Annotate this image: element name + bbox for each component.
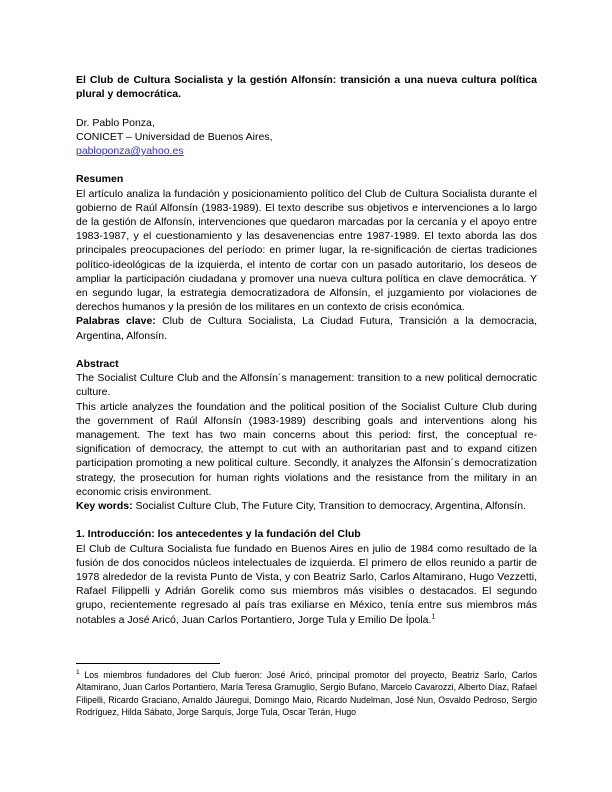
author-name: Dr. Pablo Ponza,: [76, 116, 155, 129]
section1-body-text: El Club de Cultura Socialista fue fundado en Buenos Aires en julio de 1984 como resultado de la fusión de dos conocidos núcleos intelectuales de izquierda. El primero de ellos reunido a partir de 1978 alrededor de la revista Punto de Vista, y con Beatriz Sarlo, Carlos Altamirano, Hugo Vezzetti, Rafael Filippelli y Adrián Gorelik como sus miembros más visibles o destacados. El segundo grupo, recientemente regresado al país tras exiliarse en México, tenía entre sus miembros más notables a José Aricó, Juan Carlos Portantiero, Jorge Tula y Emilio De Ípola.: [76, 542, 537, 626]
abstract-body: This article analyzes the foundation and the political position of the Socialist Culture Club during the government of Raúl Alfonsín (1983-1989) describing goals and interventions along his management. The text has two main concerns about this period: first, the conceptual re-signification of democracy, the attempt to cut with an authoritarian past and to expand citizen participation promoting a new political culture. Secondly, it analyzes the Alfonsin´s democratization strategy, the prosecution for human rights violations and the resistance from the military in an economic crisis environment.: [76, 400, 537, 498]
footnote-marker: 1: [76, 669, 80, 677]
abstract-heading: Abstract: [76, 358, 119, 371]
section1-heading: 1. Introducción: los antecedentes y la fundación del Club: [76, 528, 361, 541]
abstract-section: [76, 357, 537, 513]
footnote-area: [76, 663, 537, 719]
author-affiliation: CONICET – Universidad de Buenos Aires,: [76, 130, 273, 143]
spacer: [76, 158, 537, 172]
author-block: [76, 116, 537, 159]
abstract-subtitle: The Socialist Culture Club and the Alfonsín´s management: transition to a new political democratic culture.: [76, 372, 537, 399]
footnote-separator: [76, 663, 220, 664]
resumen-body: El artículo analiza la fundación y posicionamiento político del Club de Cultura Socialista durante el gobierno de Raúl Alfonsín (1983-1989). El texto describe sus objetivos e intervenciones a lo largo de la gestión de Alfonsín, intervenciones que quedaron marcadas por la cercanía y el apoyo entre 1983-1987, y el cuestionamiento y las desavenencias entre 1987-1989. El texto aborda las dos principales preocupaciones del período: en primer lugar, la re-significación de ciertas tradiciones político-ideológicas de la izquierda, el intento de cortar con un pasado autoritario, los deseos de ampliar la participación ciudadana y promover una nueva cultura política en clave democrática. Y en segundo lugar, la estrategia democratizadora de Alfonsín, el juzgamiento por violaciones de derechos humanos y la presión de los militares en un contexto de crisis económica.: [76, 187, 537, 314]
page-content: [76, 73, 537, 627]
abstract-keywords: [76, 499, 537, 513]
resumen-keywords-label: Palabras clave:: [76, 315, 156, 328]
footnote-reference: 1: [431, 613, 436, 621]
resumen-keywords-text: Club de Cultura Socialista, La Ciudad Futura, Transición a la democracia, Argentina, Alfonsín.: [76, 315, 538, 342]
section1-body: [76, 542, 537, 627]
abstract-keywords-text: Socialist Culture Club, The Future City, Transition to democracy, Argentina, Alfonsín.: [132, 500, 526, 513]
spacer: [76, 101, 537, 115]
resumen-section: [76, 172, 537, 342]
author-email-link[interactable]: pabloponza@yahoo.es: [76, 145, 184, 157]
footnote: [76, 669, 537, 719]
spacer: [76, 513, 537, 527]
abstract-keywords-label: Key words:: [76, 500, 133, 513]
resumen-keywords: [76, 314, 537, 342]
resumen-heading: Resumen: [76, 173, 124, 186]
introduction-section: [76, 527, 537, 626]
footnote-text: Los miembros fundadores del Club fueron: José Aricó, principal promotor del proyecto, Beatriz Sarlo, Carlos Altamirano, Juan Carlos Portantiero, María Teresa Gramuglio, Sergio Bufano, Marcelo Cavarozzi, Alberto Díaz, Rafael Filipelli, Ricardo Graciano, Arnaldo Jáuregui, Domingo Maio, Ricardo Nudelman, José Nun, Osvaldo Pedroso, Sergio Rodríguez, Hilda Sábato, Jorge Sarquís, Jorge Tula, Oscar Terán, Hugo: [76, 670, 537, 718]
paper-title: El Club de Cultura Socialista y la gestión Alfonsín: transición a una nueva cultura política plural y democrática.: [76, 74, 537, 101]
spacer: [76, 343, 537, 357]
